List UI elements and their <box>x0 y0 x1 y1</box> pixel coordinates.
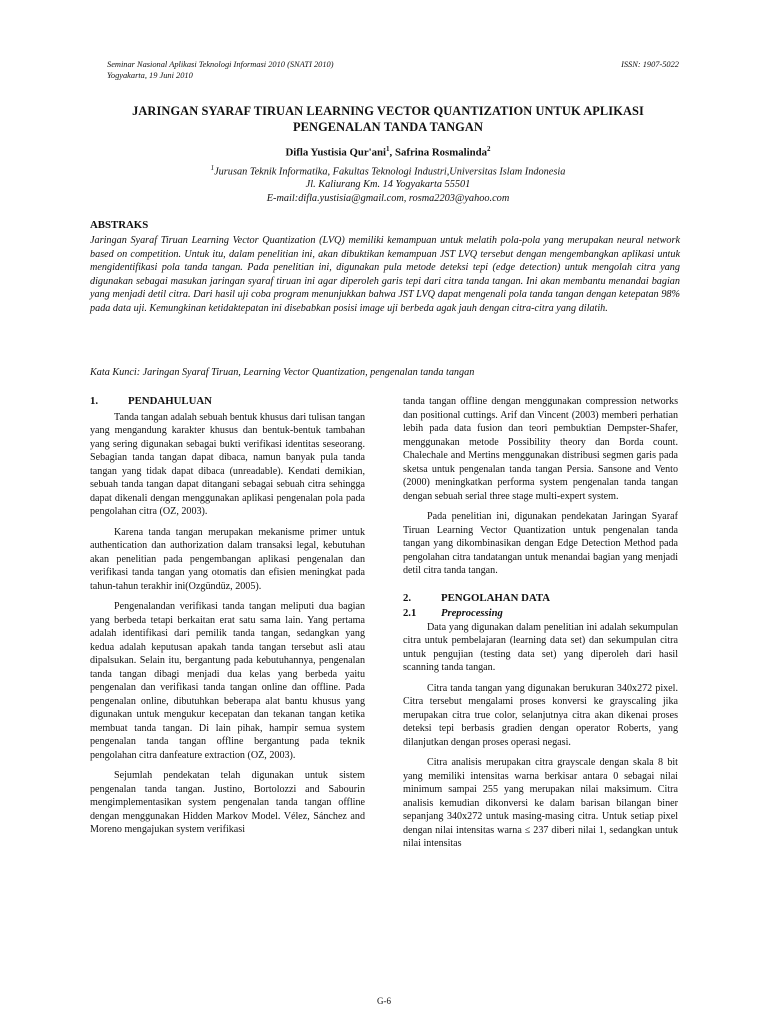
conference-location-date: Yogyakarta, 19 Juni 2010 <box>107 70 193 80</box>
affiliation-email: E-mail:difla.yustisia@gmail.com, rosma2203@yahoo.com <box>266 192 510 204</box>
section-1-number: 1. <box>90 395 99 407</box>
section-1-paragraph-3: Pengenalandan verifikasi tanda tangan meliputi dua bagian yang berbeda tetapi berkaitan erat satu sama lain. Yang pertama adalah identifikasi dari pemilik tanda tangan, sedangkan yang kedua adalah keputusan apakah tanda tangan tersebut asli atau dipalsukan. Selain itu, bergantung pada kebutuhannya, pengenalan tanda tangan dibagi menjadi dua kelas yang berbeda yaitu pengenalan dan verifikasi tanda tangan online dan offline. Pada pengenalan online, dibutuhkan beberapa alat bantu khusus yang digunakan untuk mengukur kecepatan dan tekanan tangan ketika membuat tanda tangan. Di lain pihak, hampir semua system pengenalan tanda tangan offline bergantung pada teknik pengolahan citra danfeature extraction (OZ, 2003). <box>90 601 365 761</box>
subsection-2-1-number: 2.1 <box>403 608 417 619</box>
section-1-paragraph-4: Sejumlah pendekatan telah digunakan untuk sistem pengenalan tanda tangan. Justino, Bortolozzi and Sabourin mengimplementasikan system pengenalan tanda tangan offline dengan menggunakan Hidden Markov Model. Vélez, Sánchez and Moreno mengajukan system verifikasi <box>90 770 365 835</box>
abstract-heading: ABSTRAKS <box>90 219 149 231</box>
section-1-paragraph-6: Pada penelitian ini, digunakan pendekatan Jaringan Syaraf Tiruan Learning Vector Quantization untuk pengenalan tanda tangan yang dikombinasikan dengan Edge Detection Method pada pengolahan citra tandatangan untuk menandai bagian yang menjadi detil citra tanda tangan. <box>403 511 678 576</box>
subsection-2-1-heading <box>403 607 678 621</box>
section-1-heading <box>90 395 365 409</box>
abstract-section <box>90 219 680 316</box>
affiliation-department: Jurusan Teknik Informatika, Fakultas Teknologi Industri,Universitas Islam Indonesia <box>214 166 566 178</box>
section-2-paragraph-2: Citra tanda tangan yang digunakan berukuran 340x272 pixel. Citra tersebut mengalami proses konversi ke grayscaling jika merupakan citra true color, selanjutnya citra akan dikenai proses deteksi tepi berbasis gradien dengan operator Roberts, yang dilanjutkan dengan proses operasi negasi. <box>403 682 678 748</box>
abstract-body: Jaringan Syaraf Tiruan Learning Vector Quantization (LVQ) memiliki kemampuan untuk melatih pola-pola yang merupakan neural network based on competition. Untuk itu, dalam penelitian ini, akan dibuktikan kemampuan JST LVQ tersebut dengan mengembangkan aplikasi untuk mengidentifikasi pola tanda tangan. Pada penelitian ini, digunakan pula metode deteksi tepi (edge detection) untuk mengolah citra yang digunakan sebagai masukan jaringan syaraf tiruan ini agar diperoleh garis tepi dari citra tanda tangan. Ini akan membantu menandai bagian yang menjadi detil citra. Dari hasil uji coba program menunjukkan bahwa JST LVQ dapat mengenali pola tanda tangan dengan ketepatan 98% pada data uji. Kemungkinan ketidaktepatan ini disebabkan posisi image uji berbeda agak jauh dengan citra-citra yang dilatih. <box>90 235 680 314</box>
left-column <box>90 395 365 837</box>
section-1-title: PENDAHULUAN <box>128 395 212 407</box>
section-2-title: PENGOLAHAN DATA <box>441 591 551 604</box>
keywords: Kata Kunci: Jaringan Syaraf Tiruan, Learning Vector Quantization, pengenalan tanda tangan <box>90 367 475 378</box>
paper-title <box>90 104 686 135</box>
section-1-paragraph-2: Karena tanda tangan merupakan mekanisme primer untuk authentication dan authorization dalam transaksi legal, kebutuhan akan penelitian pada pengembangan aplikasi pengenalan dan verifikasi tanda tangan yang otomatis dan efisien meningkat pada tahun-tahun terakhir ini(Ozgündüz, 2005). <box>90 526 365 592</box>
issn-number: ISSN: 1907-5022 <box>621 60 679 69</box>
author-1: Difla Yustisia Qur'ani <box>285 146 387 159</box>
section-2-paragraph-1: Data yang digunakan dalam penelitian ini adalah sekumpulan citra untuk pembelajaran (learning data set) dan sekumpulan citra untuk pengujian (testing data set) yang diperoleh dari hasil scanning tanda tangan. <box>403 621 678 673</box>
running-header <box>107 60 679 81</box>
author-2-affiliation-mark: 2 <box>487 145 491 153</box>
affiliation-address: Jl. Kaliurang Km. 14 Yogyakarta 55501 <box>305 179 471 191</box>
affiliation <box>90 162 686 206</box>
author-2: Safrina Rosmalinda <box>394 146 488 159</box>
title-line-2: PENGENALAN TANDA TANGAN <box>292 119 483 134</box>
section-1-paragraph-1: Tanda tangan adalah sebuah bentuk khusus dari tulisan tangan yang mengandung karakter khusus dan bentuk-bentuk tambahan yang sering digunakan sebagai bukti verifikasi identitas seseorang. Sebagian tanda tangan dapat dibaca, namun banyak pula tanda tangan yang tidak dapat dibaca (unreadable). Kendati demikian, sebuah tanda tangan dapat ditangani sebagai sebuah citra sehingga dapat dikenali dengan menggunakan aplikasi pengenalan pola pada pengolahan citra (OZ, 2003). <box>90 411 366 517</box>
subsection-2-1-title: Preprocessing <box>441 608 503 619</box>
title-block <box>90 104 686 205</box>
conference-name: Seminar Nasional Aplikasi Teknologi Informasi 2010 (SNATI 2010) <box>107 60 334 69</box>
section-1-paragraph-5: tanda tangan offline dengan menggunakan compression networks dan positional cuttings. Arif dan Vincent (2003) memberi perhatian lebih pada data fusion dan teori pembuktian Dempster-Shafer, menggunakan metode Possibility theory dan Borda count. Chalechale and Mertins menggunakan distribusi segmen garis pada sketsa untuk pengenalan tanda tangan Persia. Sansone and Vento (2000) meningkatkan performa system pengenalan tanda tangan dengan sebuah serial three stage multi-expert system. <box>403 396 678 502</box>
author-1-affiliation-mark: 1 <box>386 145 390 153</box>
author-separator: , <box>389 146 395 159</box>
author-list <box>90 145 686 159</box>
section-2-heading <box>403 592 678 606</box>
title-line-1: JARINGAN SYARAF TIRUAN LEARNING VECTOR QUANTIZATION UNTUK APLIKASI <box>132 104 644 118</box>
right-column <box>403 395 678 851</box>
affiliation-mark: 1 <box>210 163 215 172</box>
section-2-paragraph-3: Citra analisis merupakan citra grayscale dengan skala 8 bit yang memiliki intensitas warna berkisar antara 0 sebagai nilai minimum sampai 255 yang merupakan nilai maksimum. Citra analisis kemudian dikonversi ke dalam barisan bilangan biner sepanjang 340x272 untuk masing-masing citra. Untuk setiap pixel dengan nilai intensitas warna ≤ 237 diberi nilai 1, sedangkan untuk nilai intensitas <box>403 757 678 849</box>
page-number: G-6 <box>377 996 391 1006</box>
section-2-number: 2. <box>403 591 412 604</box>
